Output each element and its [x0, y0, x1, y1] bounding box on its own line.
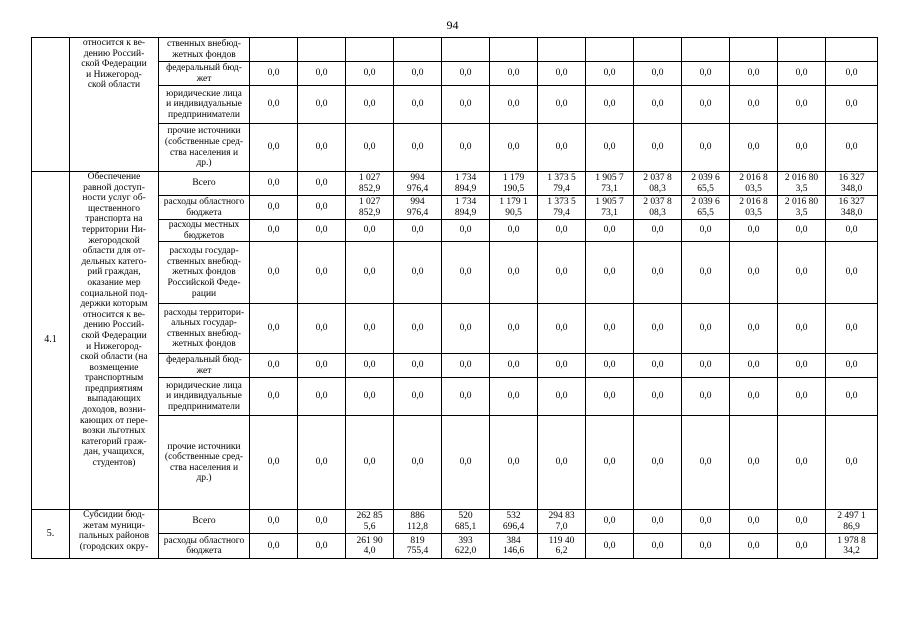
amount-cell: 0,0: [538, 354, 586, 378]
amount-cell: 0,0: [538, 220, 586, 242]
amount-cell: 0,0: [250, 304, 298, 354]
amount-cell: 0,0: [634, 62, 682, 86]
amount-cell: 0,0: [730, 378, 778, 416]
table-row: [32, 378, 878, 416]
amount-cell: 0,0: [730, 220, 778, 242]
amount-cell: 0,0: [250, 242, 298, 304]
table-row: [32, 242, 878, 304]
amount-cell: 0,0: [826, 86, 878, 124]
amount-cell: 0,0: [730, 534, 778, 559]
amount-cell: 0,0: [250, 510, 298, 534]
amount-cell: 0,0: [394, 416, 442, 510]
amount-cell: [826, 38, 878, 62]
amount-cell: 0,0: [442, 220, 490, 242]
amount-cell: 0,0: [730, 510, 778, 534]
funding-source: расходы областного бюджета: [159, 534, 250, 559]
amount-cell: 0,0: [730, 124, 778, 172]
amount-cell: 0,0: [346, 304, 394, 354]
amount-cell: 0,0: [394, 86, 442, 124]
amount-cell: 0,0: [538, 62, 586, 86]
table-row: [32, 304, 878, 354]
table-row: [32, 220, 878, 242]
table-row: [32, 354, 878, 378]
amount-cell: 0,0: [634, 304, 682, 354]
amount-cell: [778, 38, 826, 62]
amount-cell: 0,0: [346, 242, 394, 304]
table-row: [32, 172, 878, 196]
amount-cell: 0,0: [538, 86, 586, 124]
table-row: [32, 86, 878, 124]
amount-cell: 294 83 7,0: [538, 510, 586, 534]
row-index: 5.: [32, 510, 70, 559]
amount-cell: 0,0: [298, 172, 346, 196]
funding-source: юридические лица и индивидуальные предприниматели: [159, 86, 250, 124]
amount-cell: 1 978 8 34,2: [826, 534, 878, 559]
amount-cell: 2 037 8 08,3: [634, 196, 682, 220]
funding-source: расходы государ- ственных внебюд- жетных фондов Российской Феде- рации: [159, 242, 250, 304]
amount-cell: 384 146,6: [490, 534, 538, 559]
amount-cell: 0,0: [634, 534, 682, 559]
amount-cell: 393 622,0: [442, 534, 490, 559]
funding-source: расходы территори- альных государ- ственных внебюд- жетных фондов: [159, 304, 250, 354]
amount-cell: 1 027 852,9: [346, 196, 394, 220]
amount-cell: 0,0: [346, 220, 394, 242]
amount-cell: 2 016 80 3,5: [778, 172, 826, 196]
amount-cell: 0,0: [586, 416, 634, 510]
amount-cell: 532 696,4: [490, 510, 538, 534]
table-row: [32, 534, 878, 559]
amount-cell: 1 373 5 79,4: [538, 196, 586, 220]
amount-cell: 0,0: [778, 242, 826, 304]
amount-cell: 119 40 6,2: [538, 534, 586, 559]
amount-cell: 0,0: [634, 86, 682, 124]
event-description: Обеспечение равной доступ- ности услуг об- щественного транспорта на территории Ни- жегородской области для от- дельных катего- рий граждан, оказание мер социальной под- держки которым относится к ве- дению Россий- ской Федерации и Нижегород- ской области (на возмещение транспортным предприятиям выпадающих доходов, возни- кающих от пере- возки льготных категорий граж- дан, учащихся, студентов): [70, 172, 159, 510]
amount-cell: 0,0: [634, 124, 682, 172]
amount-cell: 0,0: [250, 416, 298, 510]
amount-cell: 994 976,4: [394, 172, 442, 196]
amount-cell: 0,0: [730, 242, 778, 304]
amount-cell: 0,0: [778, 354, 826, 378]
amount-cell: 2 016 80 3,5: [778, 196, 826, 220]
amount-cell: 0,0: [586, 534, 634, 559]
amount-cell: 0,0: [586, 124, 634, 172]
amount-cell: 0,0: [826, 62, 878, 86]
amount-cell: 262 85 5,6: [346, 510, 394, 534]
amount-cell: 0,0: [442, 304, 490, 354]
amount-cell: 0,0: [538, 124, 586, 172]
amount-cell: 0,0: [682, 416, 730, 510]
amount-cell: [490, 38, 538, 62]
amount-cell: 0,0: [586, 62, 634, 86]
funding-source: юридические лица и индивидуальные предприниматели: [159, 378, 250, 416]
amount-cell: 0,0: [730, 304, 778, 354]
amount-cell: [538, 38, 586, 62]
amount-cell: 0,0: [346, 86, 394, 124]
amount-cell: 0,0: [298, 378, 346, 416]
amount-cell: 1 734 894,9: [442, 172, 490, 196]
amount-cell: 0,0: [778, 62, 826, 86]
amount-cell: 0,0: [346, 124, 394, 172]
amount-cell: 0,0: [298, 304, 346, 354]
amount-cell: 0,0: [394, 242, 442, 304]
amount-cell: 2 497 1 86,9: [826, 510, 878, 534]
amount-cell: 1 905 7 73,1: [586, 196, 634, 220]
amount-cell: 0,0: [538, 304, 586, 354]
amount-cell: 0,0: [250, 534, 298, 559]
amount-cell: 0,0: [298, 510, 346, 534]
amount-cell: [730, 38, 778, 62]
amount-cell: [346, 38, 394, 62]
amount-cell: 0,0: [586, 354, 634, 378]
amount-cell: 0,0: [490, 86, 538, 124]
amount-cell: 0,0: [442, 416, 490, 510]
table-row: [32, 62, 878, 86]
amount-cell: 0,0: [682, 534, 730, 559]
amount-cell: 0,0: [538, 378, 586, 416]
amount-cell: 0,0: [682, 378, 730, 416]
amount-cell: 0,0: [826, 378, 878, 416]
funding-source: расходы местных бюджетов: [159, 220, 250, 242]
amount-cell: 2 037 8 08,3: [634, 172, 682, 196]
amount-cell: 0,0: [778, 86, 826, 124]
amount-cell: 0,0: [250, 378, 298, 416]
amount-cell: 0,0: [490, 124, 538, 172]
amount-cell: 1 373 5 79,4: [538, 172, 586, 196]
amount-cell: 0,0: [778, 220, 826, 242]
amount-cell: 0,0: [538, 416, 586, 510]
amount-cell: 0,0: [394, 304, 442, 354]
amount-cell: 0,0: [298, 242, 346, 304]
amount-cell: 0,0: [298, 354, 346, 378]
amount-cell: 0,0: [634, 416, 682, 510]
amount-cell: 520 685,1: [442, 510, 490, 534]
amount-cell: 0,0: [730, 62, 778, 86]
amount-cell: 0,0: [394, 62, 442, 86]
amount-cell: 0,0: [826, 124, 878, 172]
amount-cell: 0,0: [442, 62, 490, 86]
amount-cell: 2 039 6 65,5: [682, 172, 730, 196]
funding-source: расходы областного бюджета: [159, 196, 250, 220]
amount-cell: 2 039 6 65,5: [682, 196, 730, 220]
amount-cell: 0,0: [826, 354, 878, 378]
amount-cell: 0,0: [250, 62, 298, 86]
amount-cell: 0,0: [778, 124, 826, 172]
amount-cell: 0,0: [586, 220, 634, 242]
funding-source: прочие источники (собственные сред- ства населения и др.): [159, 124, 250, 172]
funding-source: Всего: [159, 172, 250, 196]
amount-cell: 1 734 894,9: [442, 196, 490, 220]
amount-cell: 0,0: [634, 220, 682, 242]
amount-cell: 0,0: [394, 124, 442, 172]
amount-cell: 0,0: [346, 378, 394, 416]
amount-cell: [298, 38, 346, 62]
table-body: [32, 38, 878, 559]
amount-cell: 0,0: [394, 220, 442, 242]
amount-cell: 261 90 4,0: [346, 534, 394, 559]
amount-cell: 0,0: [778, 510, 826, 534]
amount-cell: [394, 38, 442, 62]
amount-cell: 0,0: [250, 172, 298, 196]
amount-cell: 0,0: [346, 416, 394, 510]
funding-source: прочие источники (собственные сред- ства населения и др.): [159, 416, 250, 510]
amount-cell: 0,0: [586, 304, 634, 354]
amount-cell: 0,0: [634, 378, 682, 416]
amount-cell: 0,0: [442, 354, 490, 378]
amount-cell: 16 327 348,0: [826, 172, 878, 196]
amount-cell: [250, 38, 298, 62]
amount-cell: 819 755,4: [394, 534, 442, 559]
amount-cell: 0,0: [634, 354, 682, 378]
funding-source: ственных внебюд- жетных фондов: [159, 38, 250, 62]
amount-cell: 0,0: [730, 86, 778, 124]
amount-cell: 0,0: [298, 86, 346, 124]
amount-cell: 0,0: [298, 534, 346, 559]
amount-cell: 0,0: [586, 86, 634, 124]
amount-cell: 0,0: [490, 304, 538, 354]
amount-cell: 0,0: [346, 354, 394, 378]
amount-cell: 0,0: [778, 534, 826, 559]
amount-cell: 0,0: [394, 378, 442, 416]
amount-cell: 0,0: [826, 220, 878, 242]
amount-cell: 0,0: [826, 242, 878, 304]
amount-cell: 0,0: [586, 510, 634, 534]
amount-cell: 0,0: [250, 196, 298, 220]
funding-source: федеральный бюд- жет: [159, 62, 250, 86]
amount-cell: 0,0: [298, 62, 346, 86]
amount-cell: 0,0: [682, 124, 730, 172]
amount-cell: 1 905 7 73,1: [586, 172, 634, 196]
amount-cell: 0,0: [538, 242, 586, 304]
amount-cell: 0,0: [682, 220, 730, 242]
funding-source: федеральный бюд- жет: [159, 354, 250, 378]
table-row: [32, 416, 878, 510]
amount-cell: 0,0: [346, 62, 394, 86]
budget-table: [31, 37, 878, 559]
amount-cell: 0,0: [778, 416, 826, 510]
amount-cell: 0,0: [826, 304, 878, 354]
amount-cell: 2 016 8 03,5: [730, 196, 778, 220]
amount-cell: 886 112,8: [394, 510, 442, 534]
amount-cell: 0,0: [442, 242, 490, 304]
amount-cell: 0,0: [490, 378, 538, 416]
amount-cell: 0,0: [682, 86, 730, 124]
amount-cell: 1 179 1 90,5: [490, 196, 538, 220]
event-description: Субсидии бюд- жетам муници- пальных районов (городских окру-: [70, 510, 159, 559]
amount-cell: 0,0: [730, 354, 778, 378]
amount-cell: [586, 38, 634, 62]
event-description: относится к ве- дению Россий- ской Федерации и Нижегород- ской области: [70, 38, 159, 172]
amount-cell: 0,0: [298, 124, 346, 172]
amount-cell: 0,0: [490, 416, 538, 510]
amount-cell: 0,0: [250, 124, 298, 172]
amount-cell: 0,0: [778, 304, 826, 354]
amount-cell: 0,0: [394, 354, 442, 378]
amount-cell: 0,0: [826, 416, 878, 510]
amount-cell: 0,0: [682, 510, 730, 534]
amount-cell: 2 016 8 03,5: [730, 172, 778, 196]
amount-cell: 0,0: [682, 62, 730, 86]
amount-cell: 0,0: [298, 196, 346, 220]
funding-source: Всего: [159, 510, 250, 534]
amount-cell: 0,0: [298, 416, 346, 510]
amount-cell: 0,0: [490, 220, 538, 242]
amount-cell: 0,0: [586, 242, 634, 304]
amount-cell: 0,0: [298, 220, 346, 242]
amount-cell: 0,0: [442, 124, 490, 172]
table-row: [32, 124, 878, 172]
amount-cell: 0,0: [586, 378, 634, 416]
table-row: [32, 38, 878, 62]
amount-cell: 0,0: [730, 416, 778, 510]
amount-cell: 0,0: [778, 378, 826, 416]
amount-cell: 0,0: [682, 304, 730, 354]
amount-cell: 0,0: [634, 242, 682, 304]
amount-cell: [634, 38, 682, 62]
amount-cell: 1 027 852,9: [346, 172, 394, 196]
table-row: [32, 510, 878, 534]
amount-cell: 0,0: [442, 378, 490, 416]
amount-cell: 0,0: [490, 354, 538, 378]
amount-cell: [682, 38, 730, 62]
amount-cell: 0,0: [250, 86, 298, 124]
amount-cell: 994 976,4: [394, 196, 442, 220]
table-row: [32, 196, 878, 220]
amount-cell: 0,0: [250, 354, 298, 378]
amount-cell: 0,0: [682, 354, 730, 378]
amount-cell: [442, 38, 490, 62]
page-number: 94: [446, 18, 459, 32]
amount-cell: 1 179 190,5: [490, 172, 538, 196]
row-index: 4.1: [32, 172, 70, 510]
amount-cell: 0,0: [490, 62, 538, 86]
amount-cell: 0,0: [634, 510, 682, 534]
amount-cell: 0,0: [442, 86, 490, 124]
amount-cell: 0,0: [250, 220, 298, 242]
amount-cell: 0,0: [490, 242, 538, 304]
row-index: [32, 38, 70, 172]
amount-cell: 0,0: [682, 242, 730, 304]
amount-cell: 16 327 348,0: [826, 196, 878, 220]
